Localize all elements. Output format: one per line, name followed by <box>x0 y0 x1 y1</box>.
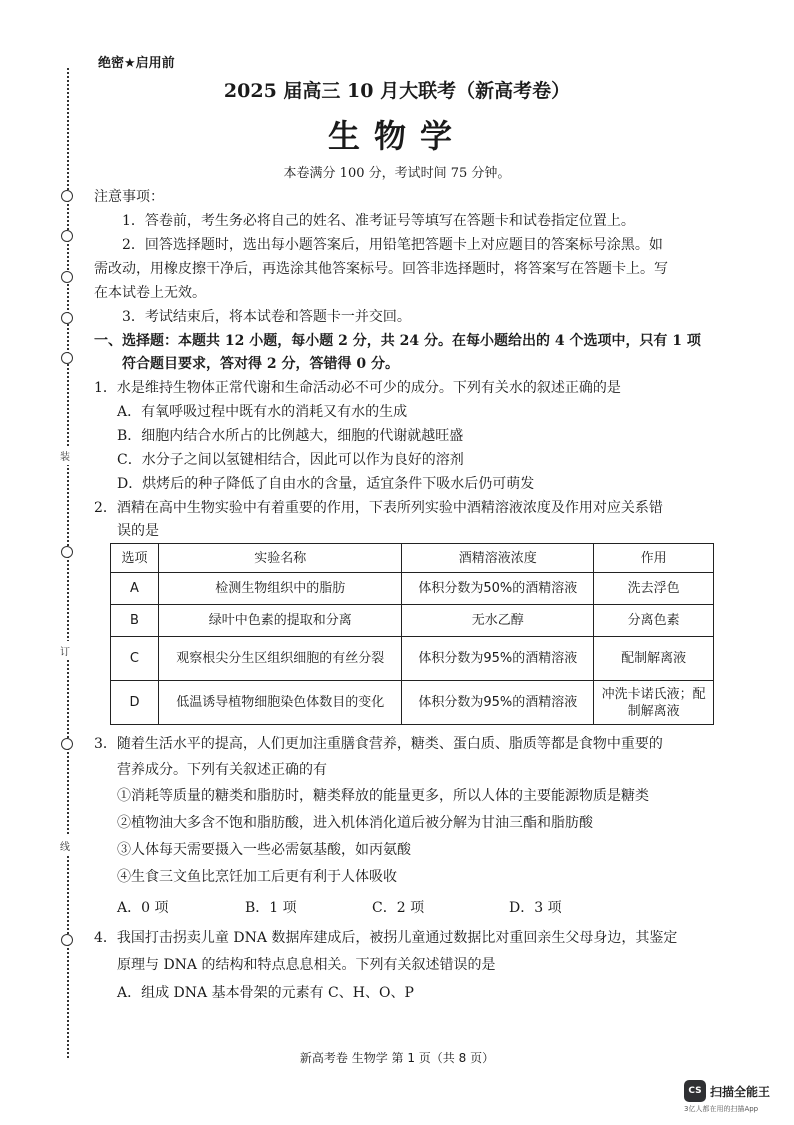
option-c: C．水分子之间以氢键相结合，因此可以作为良好的溶剂 <box>117 452 464 468</box>
table-cell: D <box>111 681 159 725</box>
ethanol-table <box>110 543 714 725</box>
table-cell: 检测生物组织中的脂肪 <box>158 573 402 605</box>
statement-item: ②植物油大多含不饱和脂肪酸，进入机体消化道后被分解为甘油三酯和脂肪酸 <box>117 815 593 831</box>
secret-mark: 绝密★启用前 <box>98 56 175 71</box>
binding-hole <box>61 352 73 364</box>
page-footer: 新高考卷 生物学 第 1 页（共 8 页） <box>299 1051 495 1065</box>
table-cell: 分离色素 <box>594 605 714 637</box>
table-cell: 配制解离液 <box>594 637 714 681</box>
statement-item: ④生食三文鱼比烹饪加工后更有利于人体吸收 <box>117 869 397 885</box>
table-cell: 观察根尖分生区组织细胞的有丝分裂 <box>158 637 402 681</box>
table-row <box>111 637 714 681</box>
notes-title: 注意事项： <box>94 189 164 205</box>
option-d: D．3 项 <box>509 900 562 916</box>
table-header: 作用 <box>594 544 714 573</box>
option-a: A．0 项 <box>117 900 169 916</box>
note-item: 需改动，用橡皮擦干净后，再选涂其他答案标号。回答非选择题时，将答案写在答题卡上。写 <box>94 261 668 277</box>
table-row <box>111 573 714 605</box>
statement-item: ③人体每天需要摄入一些必需氨基酸，如丙氨酸 <box>117 842 411 858</box>
table-cell: 低温诱导植物细胞染色体数目的变化 <box>158 681 402 725</box>
question-stem: 4．我国打击拐卖儿童 DNA 数据库建成后，被拐儿童通过数据比对重回亲生父母身边，其鉴定 <box>94 930 678 946</box>
table-cell: 无水乙醇 <box>402 605 594 637</box>
table-cell: 冲洗卡诺氏液；配制解离液 <box>594 681 714 725</box>
table-cell: C <box>111 637 159 681</box>
table-cell: B <box>111 605 159 637</box>
binding-hole <box>61 738 73 750</box>
note-item: 2．回答选择题时，选出每小题答案后，用铅笔把答题卡上对应题目的答案标号涂黑。如 <box>122 237 663 253</box>
question-stem-cont: 误的是 <box>117 523 159 539</box>
note-item: 1．答卷前，考生务必将自己的姓名、准考证号等填写在答题卡和试卷指定位置上。 <box>122 213 635 229</box>
binding-hole <box>61 312 73 324</box>
binding-hole <box>61 230 73 242</box>
camscanner-logo-icon: CS <box>684 1080 706 1102</box>
table-cell: 体积分数为50%的酒精溶液 <box>402 573 594 605</box>
table-cell: 绿叶中色素的提取和分离 <box>158 605 402 637</box>
subject-title: 生物学 <box>327 117 466 155</box>
question-stem-cont: 营养成分。下列有关叙述正确的有 <box>117 762 327 778</box>
table-cell: 体积分数为95%的酒精溶液 <box>402 681 594 725</box>
table-row <box>111 605 714 637</box>
table-header-row <box>111 544 714 573</box>
exam-info: 本卷满分 100 分，考试时间 75 分钟。 <box>283 166 511 181</box>
table-header: 酒精溶液浓度 <box>402 544 594 573</box>
table-header: 选项 <box>111 544 159 573</box>
table-cell: 洗去浮色 <box>594 573 714 605</box>
question-stem: 2．酒精在高中生物实验中有着重要的作用，下表所列实验中酒精溶液浓度及作用对应关系错 <box>94 500 663 516</box>
question-stem-cont: 原理与 DNA 的结构和特点息息相关。下列有关叙述错误的是 <box>117 957 496 973</box>
option-c: C．2 项 <box>372 900 425 916</box>
option-a: A．组成 DNA 基本骨架的元素有 C、H、O、P <box>117 985 414 1001</box>
table-header: 实验名称 <box>158 544 402 573</box>
binding-dotted-line <box>67 68 69 1058</box>
table-cell: A <box>111 573 159 605</box>
binding-hole <box>61 934 73 946</box>
binding-char-xian: 线 <box>60 836 70 855</box>
table-row <box>111 681 714 725</box>
table-cell: 体积分数为95%的酒精溶液 <box>402 637 594 681</box>
question-stem: 1．水是维持生物体正常代谢和生命活动必不可少的成分。下列有关水的叙述正确的是 <box>94 380 621 396</box>
section-heading-cont: 符合题目要求，答对得 2 分，答错得 0 分。 <box>122 356 399 372</box>
binding-char-ding: 订 <box>60 641 70 660</box>
section-heading: 一、选择题：本题共 12 小题，每小题 2 分，共 24 分。在每小题给出的 4 个选项中，只有 1 项 <box>94 333 701 349</box>
note-item: 3．考试结束后，将本试卷和答题卡一并交回。 <box>122 309 411 325</box>
note-item: 在本试卷上无效。 <box>94 285 206 301</box>
option-b: B．细胞内结合水所占的比例越大，细胞的代谢就越旺盛 <box>117 428 464 444</box>
binding-hole <box>61 190 73 202</box>
binding-hole <box>61 271 73 283</box>
option-d: D．烘烤后的种子降低了自由水的含量，适宜条件下吸水后仍可萌发 <box>117 476 535 492</box>
binding-hole <box>61 546 73 558</box>
watermark-name: 扫描全能王 <box>710 1085 771 1099</box>
scanner-watermark <box>684 1080 784 1114</box>
statement-item: ①消耗等质量的糖类和脂肪时，糖类释放的能量更多，所以人体的主要能源物质是糖类 <box>117 788 649 804</box>
option-a: A．有氧呼吸过程中既有水的消耗又有水的生成 <box>117 404 408 420</box>
option-b: B．1 项 <box>245 900 297 916</box>
watermark-subtitle: 3亿人都在用的扫描App <box>684 1105 759 1113</box>
binding-char-zhuang: 装 <box>60 446 70 465</box>
question-stem: 3．随着生活水平的提高，人们更加注重膳食营养，糖类、蛋白质、脂质等都是食物中重要的 <box>94 736 663 752</box>
exam-title: 2025 届高三 10 月大联考（新高考卷） <box>223 80 571 102</box>
